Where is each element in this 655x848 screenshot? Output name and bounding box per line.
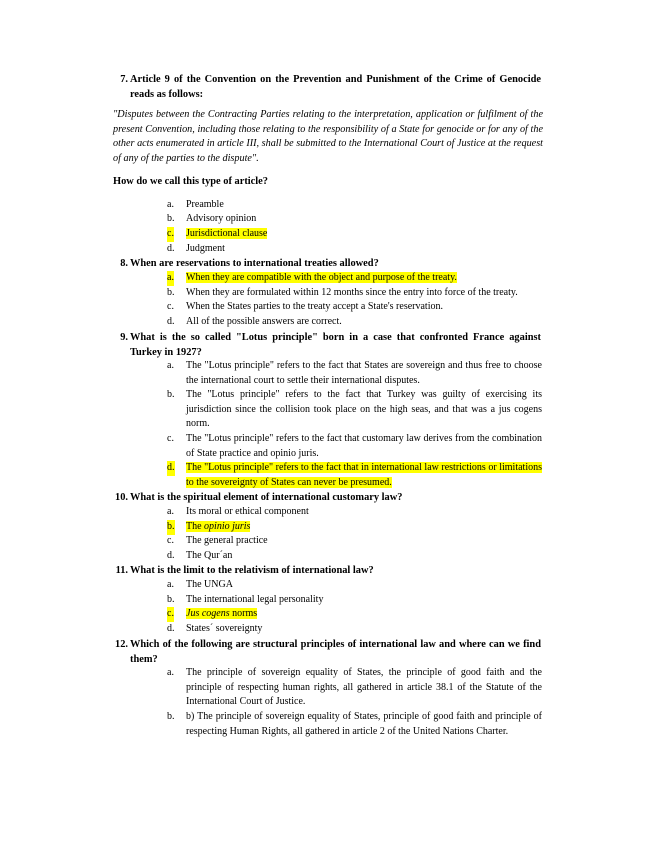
option-11c	[167, 607, 542, 622]
option-letter: b.	[167, 520, 175, 535]
option-letter: c.	[167, 535, 174, 546]
question-number: 11.	[115, 565, 128, 576]
option-10c	[167, 534, 542, 549]
option-7b	[167, 212, 542, 227]
option-text: The "Lotus principle" refers to the fact that States are sovereign and thus free to choose the international court to settle their international disputes.	[186, 360, 542, 386]
option-text-highlighted: Jurisdictional clause	[186, 228, 268, 239]
option-10b	[167, 520, 542, 535]
question-7	[120, 72, 541, 102]
option-text-highlighted: When they are compatible with the object and purpose of the treaty.	[186, 272, 457, 283]
option-letter: c.	[167, 433, 174, 444]
option-9c	[167, 432, 542, 461]
option-text-suffix: norms	[229, 608, 258, 619]
question-number: 12.	[115, 639, 128, 650]
sub-question: How do we call this type of article?	[113, 176, 268, 187]
option-letter: a.	[167, 199, 174, 210]
option-letter: a.	[167, 271, 174, 286]
option-text: The Qur´an	[186, 550, 233, 561]
option-text: Preamble	[186, 199, 224, 210]
option-text-italic: Jus cogens	[186, 608, 230, 619]
option-7d	[167, 242, 542, 257]
option-9d	[167, 461, 542, 490]
option-letter: c.	[167, 301, 174, 312]
option-letter: b.	[167, 711, 175, 722]
option-12b	[167, 710, 542, 739]
option-text: When they are formulated within 12 months since the entry into force of the treaty.	[186, 287, 518, 298]
option-letter: d.	[167, 623, 175, 634]
question-9	[120, 330, 541, 360]
option-text: States´ sovereignty	[186, 623, 263, 634]
option-text: The UNGA	[186, 579, 233, 590]
question-8	[120, 256, 541, 271]
option-letter: d.	[167, 461, 175, 476]
question-number: 8.	[120, 258, 128, 269]
question-text: What is the limit to the relativism of international law?	[130, 565, 374, 576]
option-letter: b.	[167, 213, 175, 224]
question-text: What is the so called "Lotus principle" born in a case that confronted France against Turkey in 1927?	[130, 332, 541, 358]
option-text-prefix: The	[186, 521, 205, 532]
option-letter: b.	[167, 389, 175, 400]
question-11	[115, 563, 541, 578]
option-11d	[167, 622, 542, 637]
option-text: The principle of sovereign equality of States, the principle of good faith and the principle of respecting human rights, all gathered in article 38.1 of the Statute of the International Court of Justice.	[186, 667, 542, 708]
option-8b	[167, 286, 542, 301]
question-text: Which of the following are structural principles of international law and where can we find them?	[130, 639, 541, 665]
question-number: 10.	[115, 492, 128, 503]
option-text: Judgment	[186, 243, 225, 254]
option-10a	[167, 505, 542, 520]
question-text: When are reservations to international treaties allowed?	[130, 258, 379, 269]
question-text: What is the spiritual element of international customary law?	[130, 492, 403, 503]
option-10d	[167, 549, 542, 564]
option-letter: d.	[167, 550, 175, 561]
option-text-highlighted: The "Lotus principle" refers to the fact that in international law restrictions or limitations to the sovereignty of States can never be presumed.	[186, 462, 542, 488]
option-text-highlighted	[186, 608, 257, 619]
option-text: Advisory opinion	[186, 213, 257, 224]
question-12	[115, 637, 541, 667]
option-11a	[167, 578, 542, 593]
option-text: The "Lotus principle" refers to the fact that Turkey was guilty of exercising its jurisdiction since the collision took place on the high seas, and that was a jus cogens norm.	[186, 389, 542, 430]
option-12a	[167, 666, 542, 710]
option-letter: c.	[167, 227, 174, 242]
option-text: The "Lotus principle" refers to the fact that customary law derives from the combination of State practice and opinio juris.	[186, 433, 542, 459]
option-letter: d.	[167, 243, 175, 254]
option-letter: b.	[167, 594, 175, 605]
option-letter: a.	[167, 579, 174, 590]
option-text: When the States parties to the treaty accept a State's reservation.	[186, 301, 443, 312]
option-letter: c.	[167, 607, 174, 622]
option-7a	[167, 198, 542, 213]
option-text-italic: opinio juris	[204, 521, 251, 532]
option-text: Its moral or ethical component	[186, 506, 309, 517]
option-text: The international legal personality	[186, 594, 324, 605]
option-letter: b.	[167, 287, 175, 298]
option-text-highlighted	[186, 521, 250, 532]
option-9b	[167, 388, 542, 432]
question-number: 9.	[120, 332, 128, 343]
option-letter: a.	[167, 667, 174, 678]
question-text: Article 9 of the Convention on the Prevention and Punishment of the Crime of Genocide reads as follows:	[130, 74, 541, 100]
question-10	[115, 490, 541, 505]
option-11b	[167, 593, 542, 608]
option-8d	[167, 315, 542, 330]
option-letter: a.	[167, 506, 174, 517]
option-text: The general practice	[186, 535, 268, 546]
option-9a	[167, 359, 542, 388]
option-7c	[167, 227, 542, 242]
option-8c	[167, 300, 542, 315]
option-8a	[167, 271, 542, 286]
question-number: 7.	[120, 74, 128, 85]
option-letter: a.	[167, 360, 174, 371]
option-letter: d.	[167, 316, 175, 327]
quoted-article: "Disputes between the Contracting Parties relating to the interpretation, application or fulfilment of the present Convention, including those relating to the responsibility of a State for genocide or for any of the other acts enumerated in article III, shall be submitted to the International Court of Justice at the request of any of the parties to the dispute".	[113, 109, 543, 164]
option-text: All of the possible answers are correct.	[186, 316, 342, 327]
option-text: b) The principle of sovereign equality of States, principle of good faith and principle of respecting Human Rights, all gathered in article 2 of the United Nations Charter.	[186, 711, 542, 737]
